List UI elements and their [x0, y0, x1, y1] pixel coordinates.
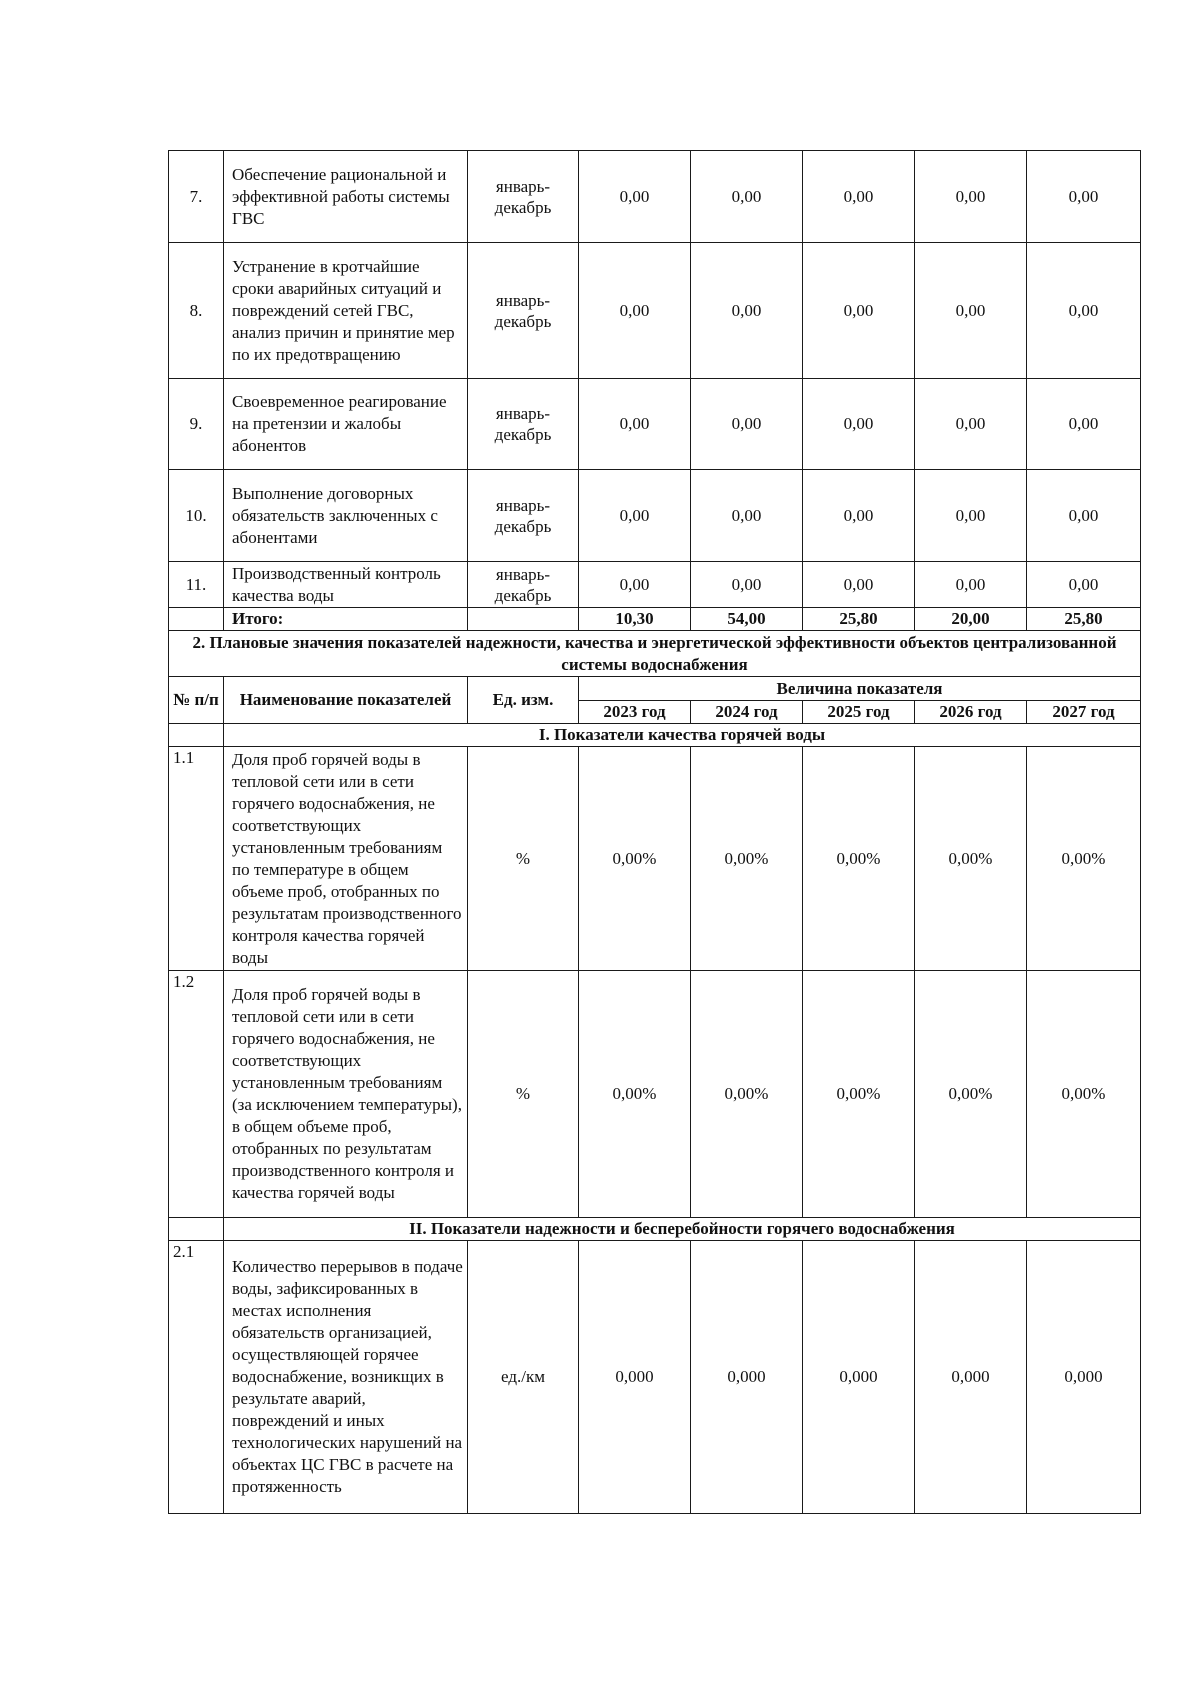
value-cell: 0,00 — [691, 562, 803, 608]
value-cell: 0,00 — [915, 243, 1027, 379]
value-cell: 0,00 — [803, 562, 915, 608]
activity-name: Выполнение договорных обязательств заключенных с абонентами — [224, 470, 468, 562]
value-cell: 0,00 — [579, 151, 691, 243]
activity-period: январь-декабрь — [468, 151, 579, 243]
activity-name: Производственный контроль качества воды — [224, 562, 468, 608]
header-year: 2023 год — [579, 701, 691, 724]
value-cell: 0,00% — [803, 971, 915, 1218]
header-year: 2027 год — [1027, 701, 1141, 724]
row-number: 1.1 — [169, 747, 224, 971]
header-year: 2026 год — [915, 701, 1027, 724]
value-cell: 0,00% — [915, 971, 1027, 1218]
indicator-name: Доля проб горячей воды в тепловой сети или в сети горячего водоснабжения, не соответствующих установленным требованиям (за исключением температуры), в общем объеме проб, отобранных по результатам производственного контроля и качества горячей воды — [224, 971, 468, 1218]
activity-period: январь-декабрь — [468, 379, 579, 470]
value-cell: 0,000 — [803, 1241, 915, 1514]
value-cell: 0,00 — [915, 379, 1027, 470]
group-title-row — [169, 1218, 1141, 1241]
plan-table — [168, 150, 1141, 1514]
section-title-row — [169, 631, 1141, 677]
value-cell: 0,00 — [803, 379, 915, 470]
value-cell: 0,00% — [579, 971, 691, 1218]
header-year: 2024 год — [691, 701, 803, 724]
value-cell: 0,00 — [803, 243, 915, 379]
row-number: 9. — [169, 379, 224, 470]
total-value: 25,80 — [1027, 608, 1141, 631]
table-row — [169, 562, 1141, 608]
header-year: 2025 год — [803, 701, 915, 724]
activity-period: январь-декабрь — [468, 562, 579, 608]
value-cell: 0,00 — [915, 470, 1027, 562]
value-cell: 0,00 — [1027, 470, 1141, 562]
header-number: № п/п — [169, 677, 224, 724]
value-cell: 0,00% — [1027, 747, 1141, 971]
value-cell: 0,00% — [691, 747, 803, 971]
value-cell: 0,00% — [579, 747, 691, 971]
value-cell: 0,00 — [915, 151, 1027, 243]
total-number-cell — [169, 608, 224, 631]
value-cell: 0,00 — [1027, 151, 1141, 243]
value-cell: 0,00 — [579, 243, 691, 379]
value-cell: 0,00 — [691, 243, 803, 379]
row-number: 11. — [169, 562, 224, 608]
table-row — [169, 243, 1141, 379]
value-cell: 0,00 — [1027, 562, 1141, 608]
value-cell: 0,00% — [915, 747, 1027, 971]
value-cell: 0,00 — [579, 379, 691, 470]
activity-name: Обеспечение рациональной и эффективной работы системы ГВС — [224, 151, 468, 243]
value-cell: 0,000 — [579, 1241, 691, 1514]
value-cell: 0,00 — [1027, 379, 1141, 470]
value-cell: 0,000 — [691, 1241, 803, 1514]
header-value-group: Величина показателя — [579, 677, 1141, 701]
row-number: 8. — [169, 243, 224, 379]
unit-cell: ед./км — [468, 1241, 579, 1514]
value-cell: 0,00 — [803, 151, 915, 243]
header-row — [169, 677, 1141, 701]
group-number-cell — [169, 1218, 224, 1241]
total-value: 10,30 — [579, 608, 691, 631]
value-cell: 0,00 — [915, 562, 1027, 608]
activity-period: январь-декабрь — [468, 243, 579, 379]
table-row — [169, 470, 1141, 562]
value-cell: 0,00 — [691, 379, 803, 470]
value-cell: 0,00% — [1027, 971, 1141, 1218]
value-cell: 0,00% — [691, 971, 803, 1218]
indicator-name: Доля проб горячей воды в тепловой сети или в сети горячего водоснабжения, не соответствующих установленным требованиям по температуре в общем объеме проб, отобранных по результатам производственного контроля качества горячей воды — [224, 747, 468, 971]
total-label: Итого: — [224, 608, 468, 631]
header-name: Наименование показателей — [224, 677, 468, 724]
table-row — [169, 151, 1141, 243]
row-number: 10. — [169, 470, 224, 562]
total-value: 54,00 — [691, 608, 803, 631]
group-title: II. Показатели надежности и бесперебойности горячего водоснабжения — [224, 1218, 1141, 1241]
section-title: 2. Плановые значения показателей надежности, качества и энергетической эффективности объектов централизованной системы водоснабжения — [169, 631, 1141, 677]
table-row — [169, 971, 1141, 1218]
total-period-cell — [468, 608, 579, 631]
table-row — [169, 747, 1141, 971]
value-cell: 0,00 — [1027, 243, 1141, 379]
indicator-name: Количество перерывов в подаче воды, зафиксированных в местах исполнения обязательств организацией, осуществляющей горячее водоснабжение, возникщих в результате аварий, повреждений и иных технологических нарушений на объектах ЦС ГВС в расчете на протяженность — [224, 1241, 468, 1514]
group-title-row — [169, 724, 1141, 747]
total-value: 25,80 — [803, 608, 915, 631]
value-cell: 0,00 — [803, 470, 915, 562]
total-row — [169, 608, 1141, 631]
value-cell: 0,00 — [579, 562, 691, 608]
activity-period: январь-декабрь — [468, 470, 579, 562]
row-number: 1.2 — [169, 971, 224, 1218]
row-number: 2.1 — [169, 1241, 224, 1514]
table-row — [169, 379, 1141, 470]
row-number: 7. — [169, 151, 224, 243]
unit-cell: % — [468, 971, 579, 1218]
activity-name: Устранение в кротчайшие сроки аварийных ситуаций и повреждений сетей ГВС, анализ причин и принятие мер по их предотвращению — [224, 243, 468, 379]
value-cell: 0,000 — [915, 1241, 1027, 1514]
group-title: I. Показатели качества горячей воды — [224, 724, 1141, 747]
value-cell: 0,00 — [579, 470, 691, 562]
value-cell: 0,00 — [691, 470, 803, 562]
value-cell: 0,000 — [1027, 1241, 1141, 1514]
value-cell: 0,00 — [691, 151, 803, 243]
unit-cell: % — [468, 747, 579, 971]
table-row — [169, 1241, 1141, 1514]
header-unit: Ед. изм. — [468, 677, 579, 724]
document-sheet — [168, 150, 1140, 1514]
value-cell: 0,00% — [803, 747, 915, 971]
total-value: 20,00 — [915, 608, 1027, 631]
activity-name: Своевременное реагирование на претензии и жалобы абонентов — [224, 379, 468, 470]
group-number-cell — [169, 724, 224, 747]
